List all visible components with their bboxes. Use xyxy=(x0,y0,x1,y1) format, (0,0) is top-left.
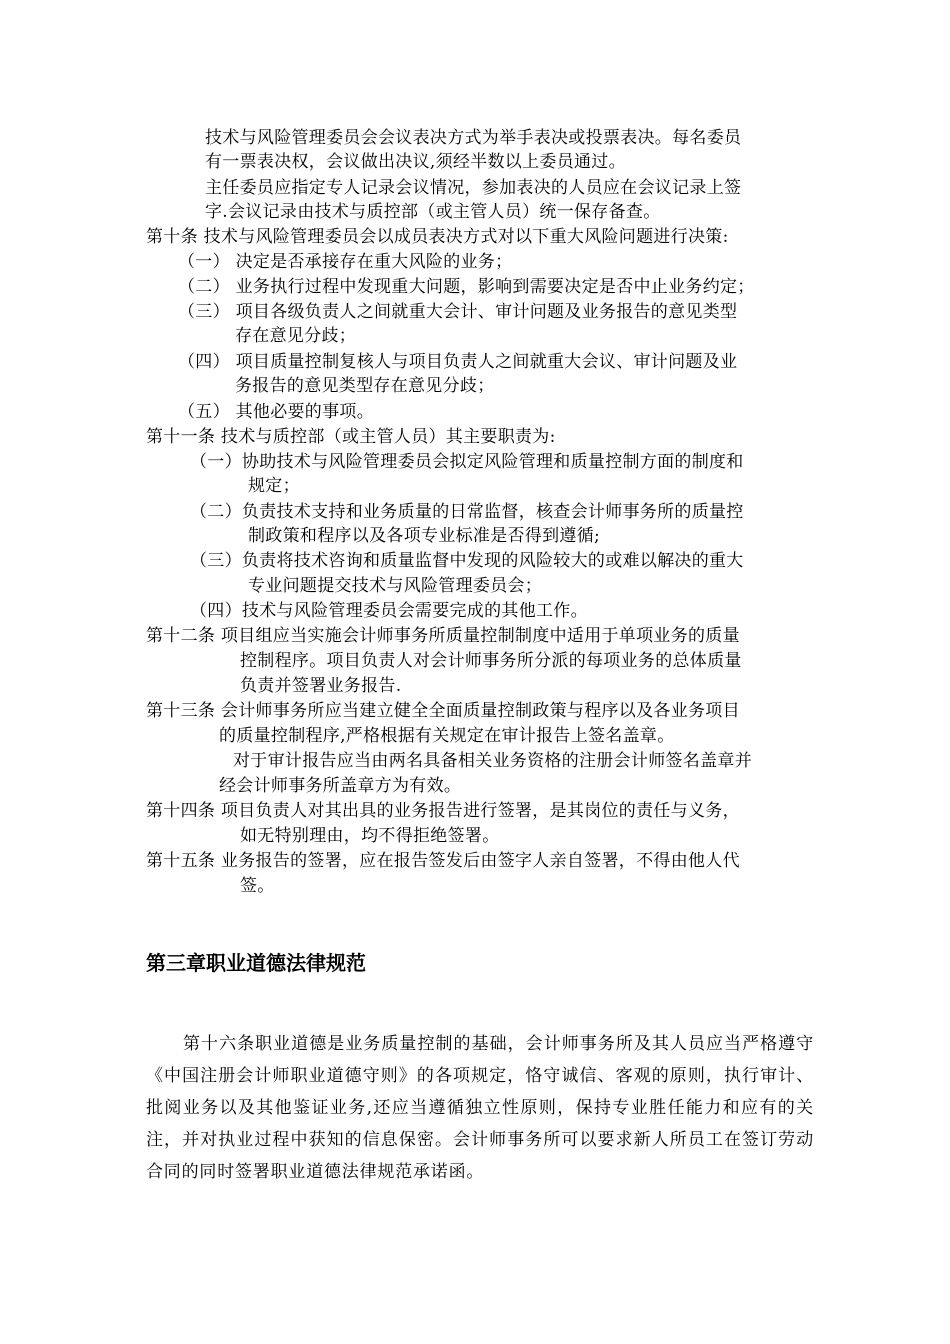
list-item: （四） 项目质量控制复核人与项目负责人之间就重大会议、审计问题及业 xyxy=(178,352,738,372)
list-item: （四）技术与风险管理委员会需要完成的其他工作。 xyxy=(190,601,588,621)
article-continuation: 对于审计报告应当由两名具备相关业务资格的注册会计师签名盖章并 xyxy=(233,751,752,771)
article-16-paragraph: 第十六条职业道德是业务质量控制的基础，会计师事务所及其人员应当严格遵守《中国注册会计师职业道德守则》的各项规定，恪守诚信、客观的原则，执行审计、批阅业务以及其他鉴证业务,还应当遵循独立性原则，保持专业胜任能力和应有的关注，并对执业过程中获知的信息保密。会计师事务所可以要求新人所员工在签订劳动合同的同时签署职业道德法律规范承诺函。 xyxy=(146,1034,814,1182)
article-continuation: 的质量控制程序,严格根据有关规定在审计报告上签名盖章。 xyxy=(219,726,675,746)
list-item-continuation: 规定； xyxy=(248,476,300,496)
article-continuation: 控制程序。项目负责人对会计师事务所分派的每项业务的总体质量 xyxy=(240,651,742,671)
article-continuation: 负责并签署业务报告. xyxy=(240,676,402,696)
article-continuation: 如无特别理由，均不得拒绝签署。 xyxy=(240,826,500,846)
article-14-heading: 第十四条 项目负责人对其出具的业务报告进行签署，是其岗位的责任与义务， xyxy=(146,801,740,821)
text-line: 技术与风险管理委员会会议表决方式为举手表决或投票表决。每名委员 xyxy=(205,128,742,148)
article-13-heading: 第十三条 会计师事务所应当建立健全全面质量控制政策与程序以及各业务项目 xyxy=(146,701,740,721)
list-item: （三） 项目各级负责人之间就重大会计、审计问题及业务报告的意见类型 xyxy=(178,302,738,322)
text-line: 有一票表决权，会议做出决议,须经半数以上委员通过。 xyxy=(205,152,626,172)
list-item-continuation: 专业问题提交技术与风险管理委员会； xyxy=(248,576,543,596)
list-item: （二） 业务执行过程中发现重大问题，影响到需要决定是否中止业务约定； xyxy=(178,277,755,297)
list-item-continuation: 存在意见分歧； xyxy=(235,326,357,346)
article-10-heading: 第十条 技术与风险管理委员会以成员表决方式对以下重大风险问题进行决策: xyxy=(146,227,729,247)
list-item: （二）负责技术支持和业务质量的日常监督，核查会计师事务所的质量控 xyxy=(190,502,744,522)
article-11-heading: 第十一条 技术与质控部（或主管人员）其主要职责为: xyxy=(146,427,556,447)
article-12-heading: 第十二条 项目组应当实施会计师事务所质量控制制度中适用于单项业务的质量 xyxy=(146,626,740,646)
list-item: （三）负责将技术咨询和质量监督中发现的风险较大的或难以解决的重大 xyxy=(190,551,744,571)
list-item: （五） 其他必要的事项。 xyxy=(178,402,375,422)
list-item: （一） 决定是否承接存在重大风险的业务； xyxy=(178,252,513,272)
list-item-continuation: 制政策和程序以及各项专业标准是否得到遵循; xyxy=(248,526,601,546)
list-item: （一）协助技术与风险管理委员会拟定风险管理和质量控制方面的制度和 xyxy=(190,452,744,472)
list-item-continuation: 务报告的意见类型存在意见分歧； xyxy=(235,376,495,396)
article-continuation: 经会计师事务所盖章方为有效。 xyxy=(219,776,462,796)
text-line: 主任委员应指定专人记录会议情况，参加表决的人员应在会议记录上签 xyxy=(205,178,742,198)
article-continuation: 签。 xyxy=(240,876,275,896)
text-line: 字.会议记录由技术与质控部（或主管人员）统一保存备查。 xyxy=(205,202,661,222)
article-15-heading: 第十五条 业务报告的签署，应在报告签发后由签字人亲自签署，不得由他人代 xyxy=(146,851,740,871)
chapter-title: 第三章职业道德法律规范 xyxy=(146,951,366,975)
